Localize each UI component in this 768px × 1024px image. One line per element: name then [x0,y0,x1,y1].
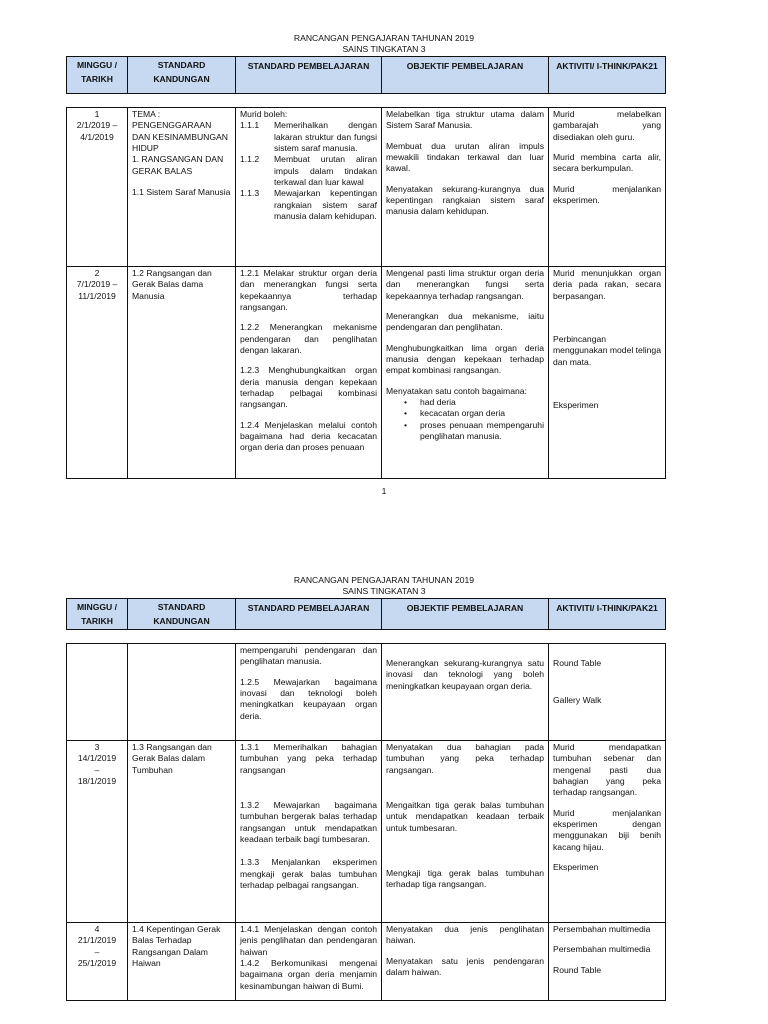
aktiviti-cell [549,741,666,923]
week-cell [67,923,128,1001]
week-number: 4 [94,924,100,934]
objective-text: Mengaitkan tiga gerak balas tumbuhan untuk mendapatkan keadaan terbaik untuk tumbesaran. [386,800,544,833]
table-row [67,108,666,267]
document-subtitle: SAINS TINGKATAN 3 [342,44,426,54]
week-number: 1 [94,109,100,119]
aktiviti-cell [549,267,666,479]
header-objektif: OBJEKTIF PEMBELAJARAN [382,599,549,630]
standard-pembelajaran-cell [236,923,382,1001]
page-number: 1 [381,486,387,496]
activity-text: Murid menunjukkan organ deria pada rakan, secara berpasangan. [553,268,661,301]
standard-pembelajaran-cell [236,108,382,267]
date-end: 4/1/2019 [80,131,114,142]
activity-text: Eksperimen [553,862,599,873]
objektif-cell [382,923,549,1001]
activity-text: Round Table [553,964,602,975]
sp-item [240,120,377,154]
objektif-cell [382,644,549,741]
week-number: 2 [94,268,100,278]
sp-item-text: 1.2.3 Menghubungkaitkan organ deria manusia dengan kepekaan terhadap pelbagai kombinasi rangsangan. [240,365,377,410]
table-header-row [67,57,666,94]
date-dash: – [94,946,100,957]
sp-item-text: 1.3.3 Menjalankan eksperimen mengkaji gerak balas tumbuhan terhadap pelbagai rangsangan. [240,857,377,891]
week-cell [67,644,128,741]
lesson-plan-table [66,598,666,1001]
week-cell [67,267,128,479]
activity-text: Perbincangan menggunakan model telinga dan mata. [553,334,661,367]
objective-text: Membuat dua urutan aliran impuls mewakili tindakan terkawal dan luar kawal. [386,140,544,174]
subtopic-name: 1.2 Rangsangan dan Gerak Balas dama Manusia [132,268,212,301]
activity-text: Gallery Walk [553,695,602,706]
aktiviti-cell [549,923,666,1001]
date-start: 14/1/2019 [77,753,117,764]
sp-item-text: Mewajarkan kepentingan rangkaian sistem saraf manusia dalam kehidupan. [274,188,377,222]
activity-text: Round Table [553,658,602,668]
week-cell [67,108,128,267]
standard-kandungan-cell [128,923,236,1001]
sp-item-text: 1.4.2 Berkomunikasi mengenai bagaimana organ deria menjamin kesinambungan haiwan di Bumi. [240,958,377,991]
header-standard-kandungan: STANDARD KANDUNGAN [128,57,236,94]
objektif-cell [382,108,549,267]
sp-item-number: 1.1.2 [240,154,260,165]
week-number: 3 [94,742,100,752]
subtopic-name: 1.3 Rangsangan dan Gerak Balas dalam Tumbuhan [132,742,212,775]
date-end: 25/1/2019 [77,958,117,969]
sp-item-number: 1.1.1 [240,120,260,131]
spacer-row [67,94,666,108]
subtopic-name: 1.1 Sistem Saraf Manusia [132,187,231,198]
tema-label: TEMA : [132,109,161,119]
date-start: 7/1/2019 – [76,279,118,290]
objective-text: Mengkaji tiga gerak balas tumbuhan terhadap tiga rangsangan. [386,868,544,890]
subtopic-name: 1.4 Kepentingan Gerak Balas Terhadap Rangsangan Dalam Haiwan [132,924,221,969]
standard-pembelajaran-cell [236,741,382,923]
activity-text: Murid menjalankan eksperimen. [553,183,661,206]
lesson-plan-table [66,56,666,479]
activity-text: Persembahan multimedia [553,944,651,955]
objektif-cell [382,741,549,923]
objective-text: Menerangkan sekurang-kurangnya satu inovasi dan teknologi yang boleh meningkatkan keupayaan organ deria. [386,658,544,691]
activity-text: Murid membina carta alir, secara berkumpulan. [553,152,661,174]
activity-text: Persembahan multimedia [553,924,651,934]
topic-name: 1. RANGSANGAN DAN GERAK BALAS [132,154,224,176]
sp-item-text: Memerihalkan dengan lakaran struktur dan fungsi sistem saraf manusia. [274,120,377,154]
objektif-cell [382,267,549,479]
table-row [67,267,666,479]
header-minggu: MINGGU / TARIKH [67,57,128,94]
sp-item-text: 1.2.5 Mewajarkan bagaimana inovasi dan teknologi boleh meningkatkan keupayaan organ deria. [240,676,377,721]
sp-item-text: 1.4.1 Menjelaskan dengan contoh jenis penglihatan dan pendengaran haiwan [240,924,377,957]
activity-text: Murid mendapatkan tumbuhan sebenar dan mengenal pasti dua bahagian yang peka terhadap rangsangan. [553,742,661,798]
aktiviti-cell [549,108,666,267]
sp-item [240,188,377,222]
aktiviti-cell [549,644,666,741]
sp-item-text: 1.3.2 Mewajarkan bagaimana tumbuhan bergerak balas terhadap rangsangan untuk mendapatkan keadaan terbaik bagi tumbesaran. [240,800,377,845]
week-cell [67,741,128,923]
standard-kandungan-cell [128,108,236,267]
header-aktiviti: AKTIVITI/ I-THINK/PAK21 [549,599,666,630]
header-standard-pembelajaran: STANDARD PEMBELAJARAN [236,599,382,630]
sp-intro: Murid boleh: [240,109,288,119]
objective-text: Menyatakan satu contoh bagaimana: [386,385,527,396]
document-subtitle: SAINS TINGKATAN 3 [342,586,426,596]
standard-pembelajaran-cell [236,644,382,741]
date-dash: – [94,764,100,775]
table-row [67,923,666,1001]
sp-item-text: 1.2.4 Menjelaskan melalui contoh bagaimana had deria kecacatan organ deria dan proses penuaan [240,419,377,453]
sp-item-text: Membuat urutan aliran impuls dalam tindakan terkawal dan luar kawal [274,154,377,188]
header-minggu: MINGGU / TARIKH [67,599,128,630]
activity-text: Murid melabelkan gambarajah yang disediakan oleh guru. [553,109,661,142]
header-objektif: OBJEKTIF PEMBELAJARAN [382,57,549,94]
standard-kandungan-cell [128,741,236,923]
date-start: 21/1/2019 [77,935,117,946]
activity-text: Eksperimen [553,400,599,411]
activity-text: Murid menjalankan eksperimen dengan menggunakan biji benih kacang hijau. [553,807,661,852]
objective-text: Menyatakan dua jenis penglihatan haiwan. [386,924,544,946]
header-aktiviti: AKTIVITI/ I-THINK/PAK21 [549,57,666,94]
sp-item-text: 1.3.1 Memerihalkan bahagian tumbuhan yang peka terhadap rangsangan [240,742,377,775]
objective-text: Menyatakan sekurang-kurangnya dua kepentingan rangkaian sistem saraf manusia dalam kehidupan. [386,183,544,217]
document-title: RANCANGAN PENGAJARAN TAHUNAN 2019 [293,575,475,585]
date-end: 18/1/2019 [77,776,117,787]
sp-item-text: mempengaruhi pendengaran dan penglihatan manusia. [240,645,377,667]
objective-bullet: • kecacatan organ deria [386,408,544,419]
objective-text: Mengenal pasti lima struktur organ deria dan menerangkan fungsi serta kepekaannya terhadap rangsangan. [386,268,544,301]
page-2 [0,540,768,1024]
table-header-row [67,599,666,630]
sp-item-text: 1.2.1 Melakar struktur organ deria dan menerangkan fungsi serta kepekaannya terhadap rangsangan. [240,268,377,313]
objective-text: Melabelkan tiga struktur utama dalam Sistem Saraf Manusia. [386,109,544,131]
objective-text: Menyatakan satu jenis pendengaran dalam haiwan. [386,955,544,978]
header-standard-kandungan: STANDARD KANDUNGAN [128,599,236,630]
standard-pembelajaran-cell [236,267,382,479]
sp-item-number: 1.1.3 [240,188,260,199]
header-standard-pembelajaran: STANDARD PEMBELAJARAN [236,57,382,94]
document-title: RANCANGAN PENGAJARAN TAHUNAN 2019 [293,33,475,43]
standard-kandungan-cell [128,644,236,741]
table-row [67,741,666,923]
objective-bullet: • proses penuaan mempengaruhi penglihatan manusia. [386,420,544,443]
sp-item [240,154,377,188]
objective-bullet: • had deria [386,397,544,408]
spacer-row [67,630,666,644]
table-row [67,644,666,741]
sp-item-text: 1.2.2 Menerangkan mekanisme pendengaran dan penglihatan dengan lakaran. [240,322,377,356]
standard-kandungan-cell [128,267,236,479]
date-start: 2/1/2019 – [76,120,118,131]
tema-name: PENGENGGARAAN DAN KESINAMBUNGAN HIDUP [132,120,228,154]
objective-text: Menghubungkaitkan lima organ deria manusia dengan kepekaan terhadap empat kombinasi rangsangan. [386,342,544,376]
date-end: 11/1/2019 [78,290,116,301]
objective-text: Menyatakan dua bahagian pada tumbuhan yang peka terhadap rangsangan. [386,742,544,775]
objective-text: Menerangkan dua mekanisme, iaitu pendengaran dan penglihatan. [386,311,544,333]
